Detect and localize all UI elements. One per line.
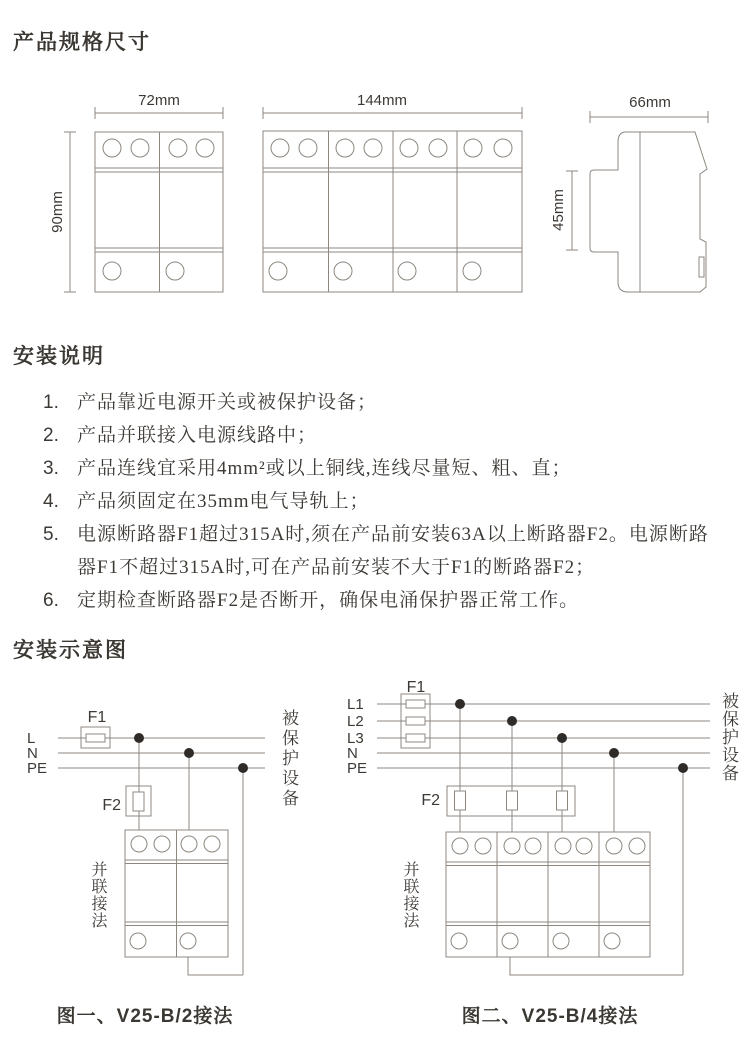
- parallel-connection-label: 并联接法: [401, 861, 418, 929]
- instruction-text: 产品连线宜采用4mm²或以上铜线,连线尽量短、粗、直；: [77, 458, 572, 479]
- instruction-text: 电源断路器F1超过315A时,须在产品前安装63A以上断路器F2。电源断路器F1不超过315A时,可在产品前安装不大于F1的断路器F2；: [77, 524, 709, 578]
- front-view-2pole-drawing: [40, 88, 240, 308]
- side-profile-outline: [590, 132, 707, 292]
- line-label-l1: L1: [347, 696, 364, 713]
- junction-dots: [455, 699, 688, 773]
- instruction-number: 6.: [43, 590, 59, 611]
- device-4pole-outline: [263, 131, 522, 292]
- dim-label-width-4pole: 144mm: [356, 92, 408, 109]
- line-label-l2: L2: [347, 713, 364, 730]
- dim-label-height-2pole: 90mm: [49, 191, 66, 233]
- section-title-schematic: 安装示意图: [13, 639, 128, 662]
- instruction-item: [43, 518, 715, 584]
- branch-wires: [139, 738, 243, 975]
- line-label-pe: PE: [347, 760, 368, 777]
- section-title-specifications: 产品规格尺寸: [13, 31, 151, 54]
- power-lines: [377, 704, 710, 768]
- section-title-installation: 安装说明: [13, 345, 105, 368]
- protected-equipment-label: 被保护设备: [279, 709, 298, 809]
- din-clip-latch: [699, 257, 704, 277]
- instruction-item: [43, 485, 715, 518]
- instruction-text: 产品靠近电源开关或被保护设备；: [77, 392, 378, 413]
- instruction-item: [43, 452, 715, 485]
- instruction-text: 产品并联接入电源线路中；: [77, 425, 318, 446]
- dim-label-width-2pole: 72mm: [138, 92, 180, 109]
- instruction-number: 4.: [43, 491, 59, 512]
- device-2pole-outline: [95, 132, 223, 292]
- spd-device-4pole: [446, 832, 650, 957]
- line-label-n: N: [27, 745, 38, 762]
- instruction-item: [43, 584, 715, 617]
- figure1-caption: 图一、V25-B/2接法: [56, 1006, 234, 1027]
- line-label-l: L: [27, 730, 36, 747]
- instruction-number: 3.: [43, 458, 59, 479]
- line-label-n: N: [347, 745, 358, 762]
- dim-label-step-height: 45mm: [550, 189, 567, 231]
- dim-line-depth: [590, 111, 708, 123]
- instruction-text: 定期检查断路器F2是否断开，确保电涌保护器正常工作。: [77, 590, 580, 611]
- protected-equipment-label: 被保护设备: [719, 692, 738, 782]
- dim-label-depth: 66mm: [629, 94, 671, 111]
- wiring-diagram-2pole: [15, 700, 305, 985]
- fuse-f1-label: F1: [87, 709, 107, 726]
- line-label-l3: L3: [347, 730, 364, 747]
- line-label-pe: PE: [27, 760, 48, 777]
- fuse-f2-symbol: [447, 786, 575, 816]
- instruction-number: 2.: [43, 425, 59, 446]
- side-view-drawing: [548, 88, 750, 308]
- instruction-item: [43, 419, 715, 452]
- front-view-4pole-drawing: [245, 88, 540, 308]
- dim-line-step-height: [566, 171, 578, 250]
- instruction-text: 产品须固定在35mm电气导轨上；: [77, 491, 370, 512]
- instruction-item: [43, 386, 715, 419]
- fuse-f2-label: F2: [102, 797, 121, 814]
- fuse-f1-label: F1: [406, 679, 426, 696]
- instruction-number: 5.: [43, 524, 59, 545]
- fuse-f2-label: F2: [421, 792, 440, 809]
- wiring-diagram-4pole: [340, 672, 745, 985]
- installation-instructions-list: [43, 386, 715, 617]
- figure2-caption: 图二、V25-B/4接法: [461, 1006, 639, 1027]
- spd-device-2pole: [125, 830, 228, 957]
- parallel-connection-label: 并联接法: [89, 861, 106, 929]
- instruction-number: 1.: [43, 392, 59, 413]
